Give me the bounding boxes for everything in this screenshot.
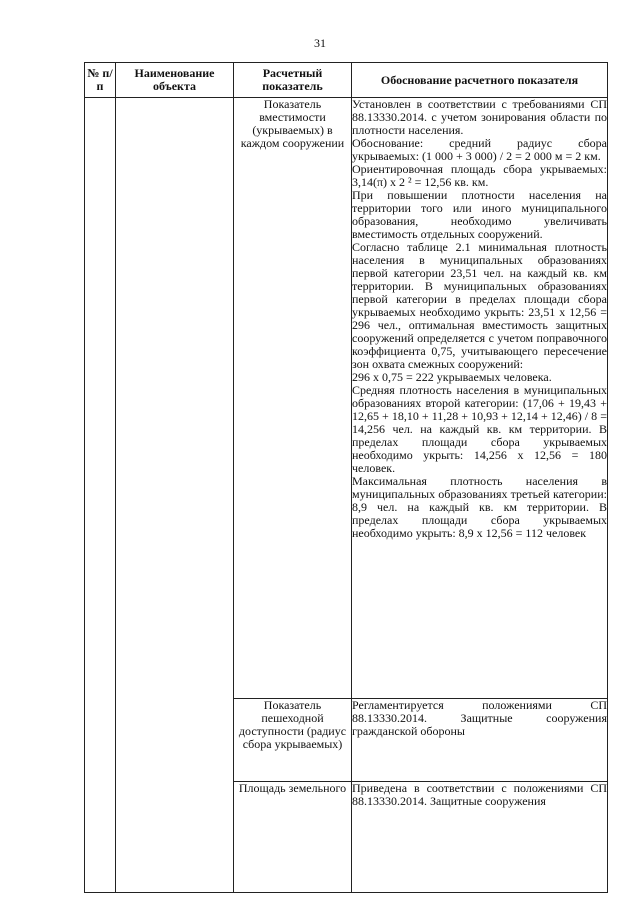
justification-paragraph: Приведена в соответствии с положениями СП 88.13330.2014. Защитные сооружения — [352, 781, 607, 808]
justification-paragraph: Максимальная плотность населения в муниципальных образованиях третьей категории: 8,9 чел. на каждый кв. км территории. В пределах площади сбора укрываемых необходимо укрыть: 8,9 x 12,56 = 112 человек — [352, 474, 607, 540]
cell-indicator: Площадь земельного — [234, 782, 352, 893]
cell-indicator: Показатель вместимости (укрываемых) в каждом сооружении — [234, 98, 352, 699]
table-header-row — [85, 63, 608, 98]
justification-paragraph: Обоснование: средний радиус сбора укрываемых: (1 000 + 3 000) / 2 = 2 000 м = 2 км. — [352, 136, 607, 163]
cell-justification — [352, 699, 608, 782]
justification-paragraph: Согласно таблице 2.1 минимальная плотность населения в муниципальных образованиях первой категории 23,51 чел. на каждый кв. км территории. В муниципальных образованиях первой категории в пределах площади сбора укрываемых необходимо укрыть: 23,51 x 12,56 = 296 чел., оптимальная вместимость защитных сооружений определяется с учетом поправочного коэффициента 0,75, учитывающего пересечение зон охвата смежных сооружений: — [352, 240, 607, 371]
cell-object-name — [116, 98, 234, 893]
cell-justification — [352, 782, 608, 893]
cell-justification — [352, 98, 608, 699]
justification-paragraph: Установлен в соответствии с требованиями СП 88.13330.2014. с учетом зонирования области по плотности населения. — [352, 97, 607, 137]
justification-paragraph: 296 x 0,75 = 222 укрываемых человека. — [352, 370, 552, 384]
header-indicator: Расчетный показатель — [234, 63, 352, 98]
justification-paragraph: Ориентировочная площадь сбора укрываемых: 3,14(π) x 2 ² = 12,56 кв. км. — [352, 162, 607, 189]
cell-num — [85, 98, 116, 893]
header-object-name: Наименование объекта — [116, 63, 234, 98]
justification-paragraph: При повышении плотности населения на территории того или иного муниципального образования, необходимо увеличивать вместимость отдельных сооружений. — [352, 188, 607, 241]
page-number: 31 — [314, 36, 326, 50]
table-row — [85, 98, 608, 699]
header-justification: Обоснование расчетного показателя — [352, 63, 608, 98]
justification-table — [84, 62, 608, 893]
justification-paragraph: Регламентируется положениями СП 88.13330.2014. Защитные сооружения гражданской обороны — [352, 698, 607, 738]
header-num: № п/п — [85, 63, 116, 98]
cell-indicator: Показатель пешеходной доступности (радиус сбора укрываемых) — [234, 699, 352, 782]
justification-paragraph: Средняя плотность населения в муниципальных образованиях второй категории: (17,06 + 19,43 + 12,65 + 18,10 + 11,28 + 10,93 + 12,14 + 12,46) / 8 = 14,256 чел. на каждый кв. км территории. В пределах площади сбора укрываемых необходимо укрыть: 14,256 x 12,56 = 180 человек. — [352, 383, 607, 475]
